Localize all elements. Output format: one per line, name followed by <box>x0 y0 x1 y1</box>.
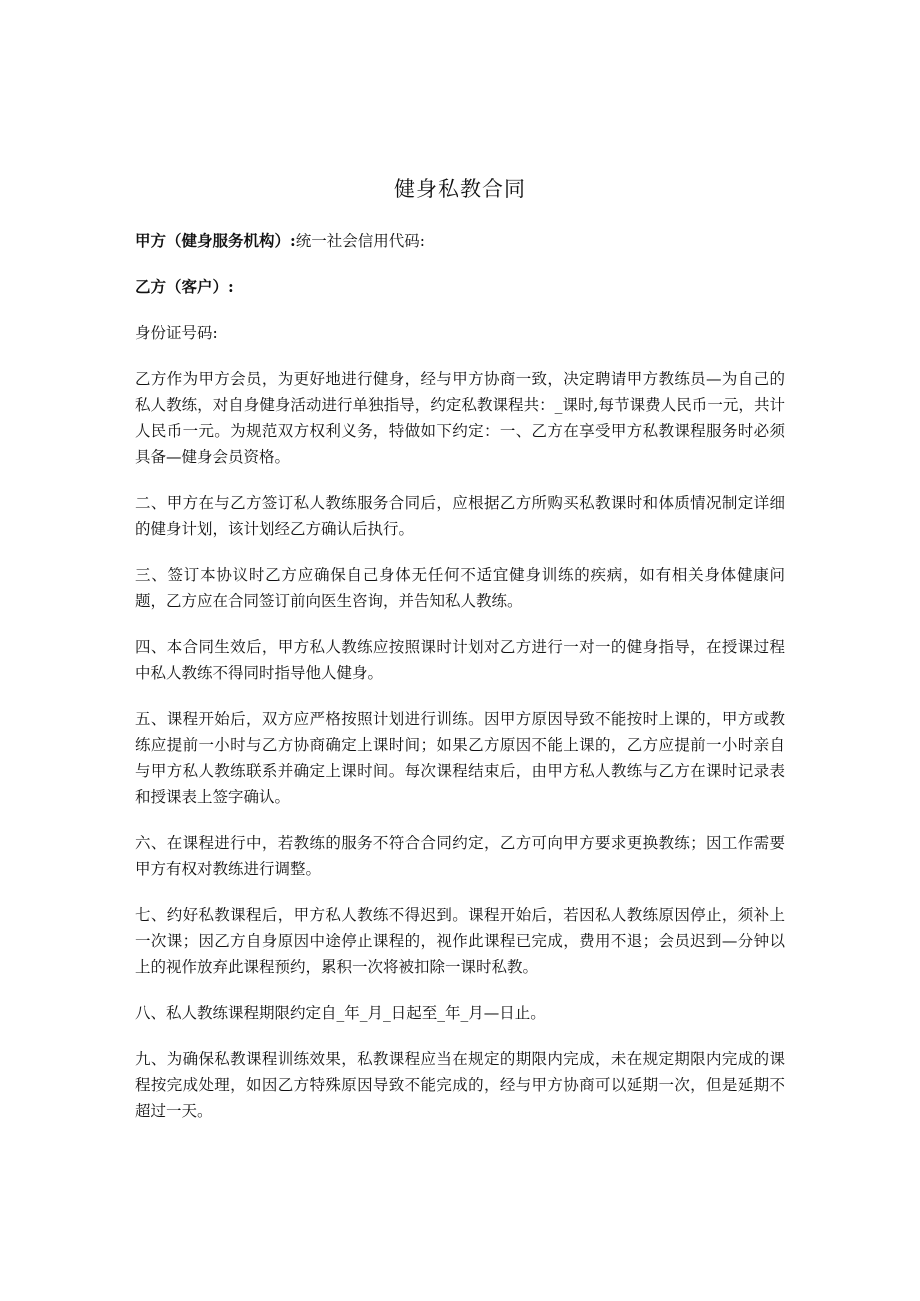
contract-clause-7: 七、约好私教课程后，甲方私人教练不得迟到。课程开始后，若因私人教练原因停止，须补上一次课；因乙方自身原因中途停止课程的，视作此课程已完成，费用不退；会员迟到—分钟以上的视作放弃此课程预约，累积一次将被扣除一课时私教。 <box>135 906 785 976</box>
party-a-line <box>135 228 785 254</box>
contract-paragraph-intro: 乙方作为甲方会员，为更好地进行健身，经与甲方协商一致，决定聘请甲方教练员—为自己的私人教练，对自身健身活动进行单独指导，约定私教课程共：_课时,每节课费人民币一元，共计人民币一元。为规范双方权利义务，特做如下约定：一、乙方在享受甲方私教课程服务时必须具备—健身会员资格。 <box>135 370 785 466</box>
contract-clause-3: 三、签订本协议时乙方应确保自己身体无任何不适宜健身训练的疾病，如有相关身体健康问题，乙方应在合同签订前向医生咨询，并告知私人教练。 <box>135 566 785 610</box>
contract-clause-8: 八、私人教练课程期限约定自_年_月_日起至_年_月—日止。 <box>135 1004 546 1022</box>
contract-clause-9: 九、为确保私教课程训练效果，私教课程应当在规定的期限内完成，未在规定期限内完成的课程按完成处理，如因乙方特殊原因导致不能完成的，经与甲方协商可以延期一次，但是延期不超过一天。 <box>135 1050 785 1120</box>
credit-code-label: 统一社会信用代码: <box>295 232 425 250</box>
id-number-label: 身份证号码: <box>135 324 218 342</box>
id-number-line <box>135 320 785 346</box>
party-b-line <box>135 274 785 300</box>
party-b-label: 乙方（客户）: <box>135 277 234 296</box>
document-title: 健身私教合同 <box>394 177 526 201</box>
contract-clause-4: 四、本合同生效后，甲方私人教练应按照课时计划对乙方进行一对一的健身指导，在授课过程中私人教练不得同时指导他人健身。 <box>135 638 785 682</box>
party-a-label: 甲方（健身服务机构）: <box>135 231 296 250</box>
contract-clause-6: 六、在课程进行中，若教练的服务不符合合同约定，乙方可向甲方要求更换教练；因工作需要甲方有权对教练进行调整。 <box>135 834 785 878</box>
contract-clause-2: 二、甲方在与乙方签订私人教练服务合同后，应根据乙方所购买私教课时和体质情况制定详细的健身计划，该计划经乙方确认后执行。 <box>135 494 785 538</box>
contract-clause-5: 五、课程开始后，双方应严格按照计划进行训练。因甲方原因导致不能按时上课的，甲方或教练应提前一小时与乙方协商确定上课时间；如果乙方原因不能上课的，乙方应提前一小时亲自与甲方私人教练联系并确定上课时间。每次课程结束后，由甲方私人教练与乙方在课时记录表和授课表上签字确认。 <box>135 710 785 806</box>
document-body <box>135 228 785 1144</box>
